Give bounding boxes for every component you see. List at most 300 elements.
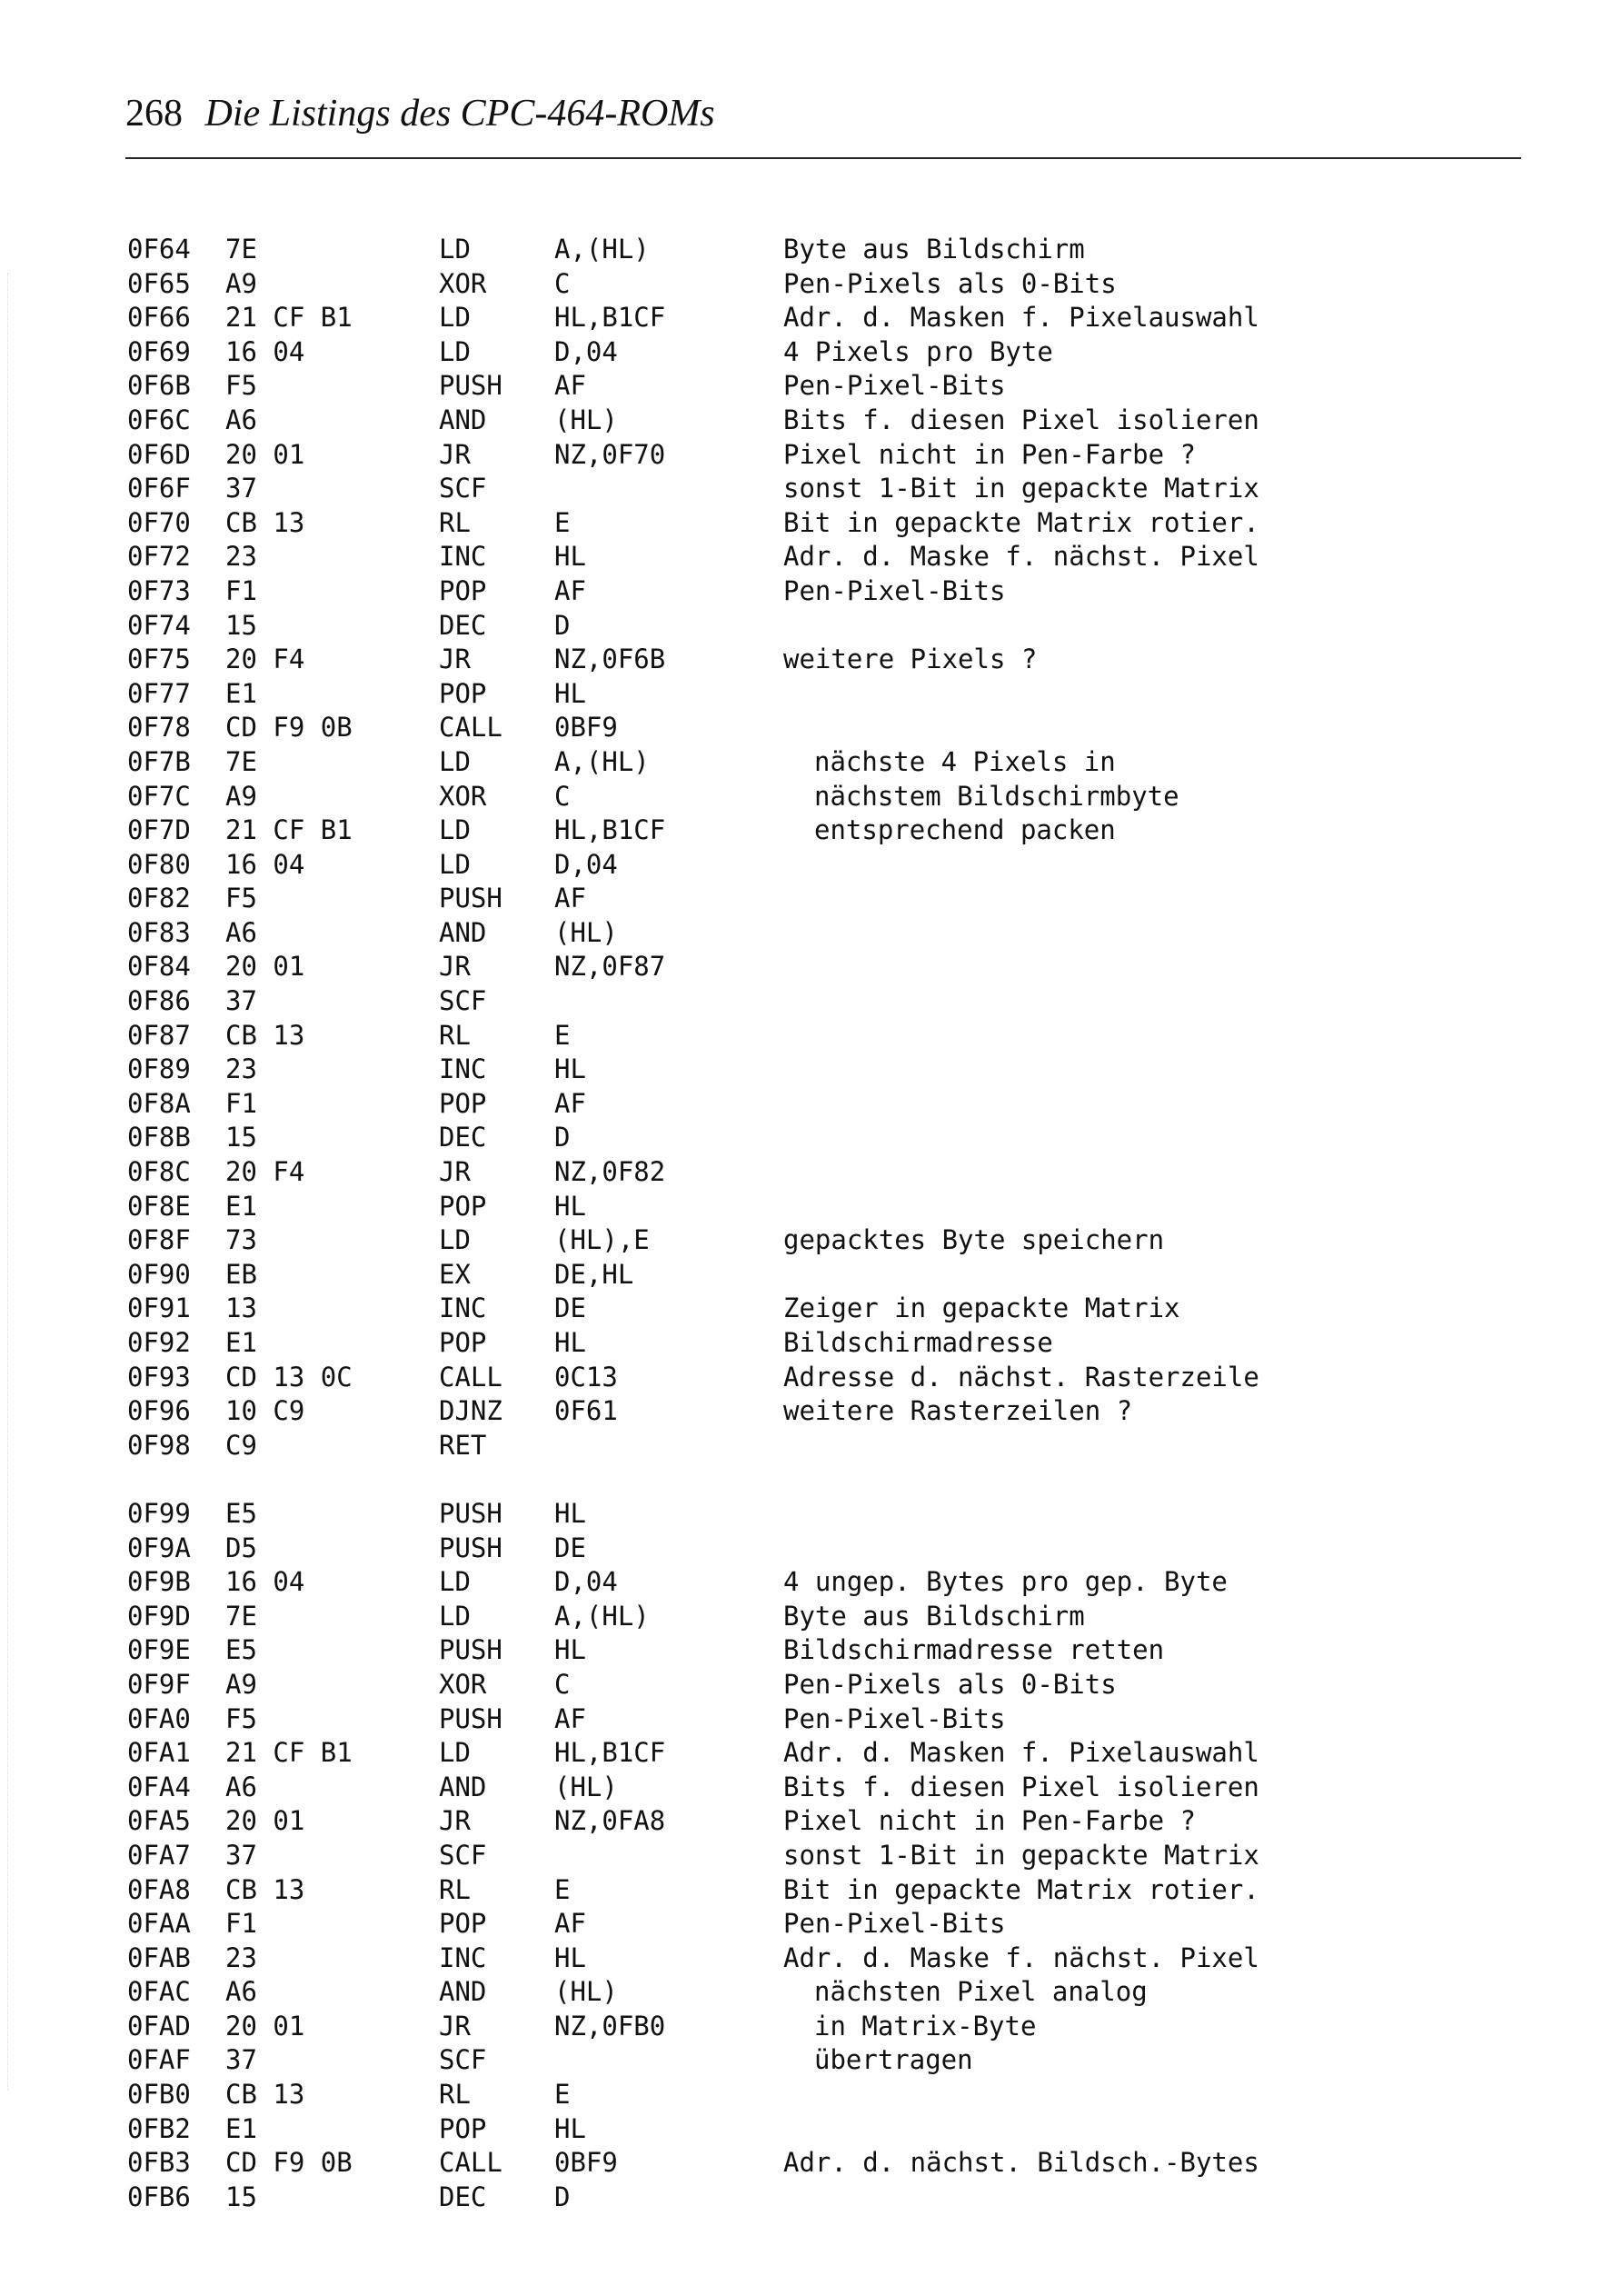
listing-address: 0FB3 [127, 2147, 191, 2179]
listing-opcode-bytes: 20 01 [225, 951, 305, 983]
listing-address: 0FA5 [127, 1805, 191, 1837]
listing-opcode-bytes: E1 [225, 1327, 257, 1358]
listing-mnemonic: SCF [439, 1839, 487, 1871]
listing-operand: A,(HL) [554, 745, 650, 777]
listing-row [0, 1019, 1612, 1053]
listing-operand: NZ,0F6B [554, 644, 666, 675]
listing-operand: A,(HL) [554, 1600, 650, 1632]
listing-opcode-bytes: 15 [225, 2181, 257, 2212]
listing-address: 0F6D [127, 438, 191, 470]
listing-comment: Pen-Pixel-Bits [783, 1702, 1006, 1734]
listing-address: 0FB0 [127, 2079, 191, 2111]
listing-address: 0F8B [127, 1122, 191, 1153]
listing-address: 0FA4 [127, 1771, 191, 1802]
listing-address: 0F9E [127, 1634, 191, 1666]
listing-operand: HL [554, 1634, 586, 1666]
listing-opcode-bytes: 20 01 [225, 438, 305, 470]
listing-operand: (HL) [554, 916, 618, 948]
listing-operand: D [554, 2181, 571, 2212]
listing-address: 0F89 [127, 1053, 191, 1085]
header-divider [125, 157, 1521, 159]
listing-operand: (HL) [554, 1771, 618, 1802]
listing-row [0, 1223, 1612, 1258]
listing-comment: Zeiger in gepackte Matrix [783, 1293, 1180, 1324]
listing-operand: A,(HL) [554, 234, 650, 265]
listing-address: 0F84 [127, 951, 191, 983]
listing-operand: AF [554, 883, 586, 914]
listing-mnemonic: DEC [439, 1122, 487, 1153]
listing-mnemonic: RL [439, 506, 471, 538]
listing-row [0, 1804, 1612, 1839]
listing-operand: HL,B1CF [554, 1737, 666, 1769]
listing-comment: Adr. d. Masken f. Pixelauswahl [783, 302, 1259, 334]
listing-opcode-bytes: 23 [225, 541, 257, 573]
listing-opcode-bytes: CD 13 0C [225, 1361, 353, 1393]
listing-mnemonic: RL [439, 1019, 471, 1051]
listing-operand: E [554, 2079, 571, 2111]
listing-mnemonic: POP [439, 574, 487, 606]
listing-opcode-bytes: 7E [225, 1600, 257, 1632]
listing-opcode-bytes: CB 13 [225, 1019, 305, 1051]
listing-row [0, 848, 1612, 883]
listing-opcode-bytes: 37 [225, 1839, 257, 1871]
listing-mnemonic: LD [439, 1600, 471, 1632]
listing-address: 0F66 [127, 302, 191, 334]
page-header [125, 91, 715, 136]
listing-address: 0F74 [127, 609, 191, 641]
listing-mnemonic: LD [439, 335, 471, 367]
listing-address: 0F98 [127, 1429, 191, 1461]
listing-comment: in Matrix-Byte [814, 2010, 1037, 2041]
listing-opcode-bytes: 23 [225, 1053, 257, 1085]
listing-opcode-bytes: 20 F4 [225, 644, 305, 675]
listing-address: 0FAF [127, 2044, 191, 2076]
listing-row [0, 574, 1612, 609]
listing-opcode-bytes: A6 [225, 404, 257, 435]
listing-operand: DE [554, 1532, 586, 1563]
listing-operand: HL [554, 2112, 586, 2144]
listing-address: 0F92 [127, 1327, 191, 1358]
listing-comment: Pen-Pixels als 0-Bits [783, 267, 1117, 299]
listing-comment: 4 Pixels pro Byte [783, 335, 1053, 367]
listing-comment: Pen-Pixel-Bits [783, 370, 1006, 402]
listing-address: 0FA1 [127, 1737, 191, 1769]
listing-row [0, 1394, 1612, 1429]
listing-mnemonic: POP [439, 1087, 487, 1119]
listing-mnemonic: LD [439, 814, 471, 846]
listing-row [0, 1190, 1612, 1224]
listing-mnemonic: SCF [439, 2044, 487, 2076]
listing-row [0, 472, 1612, 506]
listing-blank-line [0, 1462, 1612, 1497]
listing-address: 0F87 [127, 1019, 191, 1051]
listing-address: 0FAD [127, 2010, 191, 2041]
listing-mnemonic: POP [439, 1327, 487, 1358]
listing-row [0, 1053, 1612, 1087]
listing-mnemonic: SCF [439, 985, 487, 1017]
listing-comment: nächsten Pixel analog [814, 1976, 1148, 2008]
listing-row [0, 745, 1612, 780]
listing-row [0, 1702, 1612, 1737]
listing-address: 0F8F [127, 1224, 191, 1256]
listing-row [0, 1532, 1612, 1566]
listing-mnemonic: AND [439, 916, 487, 948]
listing-address: 0F96 [127, 1395, 191, 1427]
listing-row [0, 540, 1612, 574]
listing-row [0, 2043, 1612, 2078]
listing-operand: NZ,0F82 [554, 1156, 666, 1188]
listing-opcode-bytes: 13 [225, 1293, 257, 1324]
listing-address: 0F7B [127, 745, 191, 777]
listing-comment: Pen-Pixel-Bits [783, 1908, 1006, 1940]
listing-address: 0FB6 [127, 2181, 191, 2212]
listing-operand: D [554, 1122, 571, 1153]
listing-opcode-bytes: 20 F4 [225, 1156, 305, 1188]
listing-operand: AF [554, 1702, 586, 1734]
listing-address: 0F65 [127, 267, 191, 299]
listing-opcode-bytes: CB 13 [225, 506, 305, 538]
listing-mnemonic: PUSH [439, 883, 503, 914]
listing-address: 0FAC [127, 1976, 191, 2008]
listing-row [0, 1771, 1612, 1805]
listing-address: 0F8A [127, 1087, 191, 1119]
listing-opcode-bytes: A9 [225, 1668, 257, 1700]
listing-row [0, 1087, 1612, 1122]
listing-row [0, 1429, 1612, 1463]
listing-comment: Adr. d. Masken f. Pixelauswahl [783, 1737, 1259, 1769]
listing-operand: D [554, 609, 571, 641]
listing-operand: NZ,0FB0 [554, 2010, 666, 2041]
listing-row [0, 1155, 1612, 1190]
listing-opcode-bytes: 21 CF B1 [225, 1737, 353, 1769]
listing-row [0, 506, 1612, 541]
listing-mnemonic: PUSH [439, 1634, 503, 1666]
listing-opcode-bytes: 20 01 [225, 2010, 305, 2041]
listing-operand: HL [554, 1053, 586, 1085]
listing-comment: Bit in gepackte Matrix rotier. [783, 1873, 1259, 1905]
listing-comment: Pixel nicht in Pen-Farbe ? [783, 1805, 1196, 1837]
listing-opcode-bytes: F5 [225, 1702, 257, 1734]
listing-opcode-bytes: CB 13 [225, 1873, 305, 1905]
listing-opcode-bytes: 73 [225, 1224, 257, 1256]
listing-mnemonic: RL [439, 2079, 471, 2111]
listing-address: 0F9A [127, 1532, 191, 1563]
listing-mnemonic: PUSH [439, 370, 503, 402]
listing-row [0, 609, 1612, 644]
listing-address: 0FA7 [127, 1839, 191, 1871]
listing-mnemonic: LD [439, 234, 471, 265]
listing-address: 0F91 [127, 1293, 191, 1324]
listing-mnemonic: PUSH [439, 1497, 503, 1529]
listing-comment: weitere Pixels ? [783, 644, 1038, 675]
listing-opcode-bytes: E1 [225, 2112, 257, 2144]
listing-operand: AF [554, 1908, 586, 1940]
listing-operand: DE,HL [554, 1258, 634, 1290]
listing-comment: Bildschirmadresse [783, 1327, 1053, 1358]
listing-row [0, 643, 1612, 677]
listing-mnemonic: JR [439, 644, 471, 675]
listing-row [0, 369, 1612, 404]
listing-mnemonic: XOR [439, 1668, 487, 1700]
listing-opcode-bytes: F5 [225, 370, 257, 402]
listing-address: 0F77 [127, 677, 191, 709]
listing-row [0, 1736, 1612, 1771]
listing-operand: HL [554, 1190, 586, 1222]
listing-mnemonic: POP [439, 677, 487, 709]
listing-address: 0F8E [127, 1190, 191, 1222]
listing-row [0, 1326, 1612, 1361]
listing-opcode-bytes: 20 01 [225, 1805, 305, 1837]
listing-address: 0F90 [127, 1258, 191, 1290]
listing-operand: AF [554, 370, 586, 402]
listing-mnemonic: INC [439, 1293, 487, 1324]
listing-opcode-bytes: F5 [225, 883, 257, 914]
listing-operand: E [554, 1873, 571, 1905]
listing-comment: Pixel nicht in Pen-Farbe ? [783, 438, 1196, 470]
listing-comment: übertragen [814, 2044, 973, 2076]
listing-comment: weitere Rasterzeilen ? [783, 1395, 1133, 1427]
listing-operand: 0BF9 [554, 712, 618, 744]
page-title: Die Listings des CPC-464-ROMs [204, 93, 715, 135]
listing-opcode-bytes: 21 CF B1 [225, 302, 353, 334]
listing-row [0, 1497, 1612, 1532]
listing-operand: DE [554, 1293, 586, 1324]
listing-comment: nächste 4 Pixels in [814, 745, 1116, 777]
listing-mnemonic: DEC [439, 609, 487, 641]
listing-mnemonic: LD [439, 1566, 471, 1598]
listing-opcode-bytes: A6 [225, 1771, 257, 1802]
listing-row [0, 2181, 1612, 2215]
listing-operand: AF [554, 574, 586, 606]
listing-opcode-bytes: E5 [225, 1634, 257, 1666]
listing-mnemonic: INC [439, 1942, 487, 1973]
listing-address: 0F8C [127, 1156, 191, 1188]
listing-operand: HL [554, 677, 586, 709]
listing-address: 0F72 [127, 541, 191, 573]
listing-opcode-bytes: A9 [225, 267, 257, 299]
listing-operand: NZ,0F87 [554, 951, 666, 983]
listing-address: 0F64 [127, 234, 191, 265]
listing-row [0, 1873, 1612, 1908]
listing-row [0, 1633, 1612, 1668]
listing-row [0, 1839, 1612, 1873]
listing-opcode-bytes: CD F9 0B [225, 2147, 353, 2179]
listing-opcode-bytes: F1 [225, 1908, 257, 1940]
listing-address: 0F7C [127, 780, 191, 812]
listing-mnemonic: LD [439, 302, 471, 334]
listing-opcode-bytes: A9 [225, 780, 257, 812]
listing-opcode-bytes: F1 [225, 574, 257, 606]
listing-row [0, 1361, 1612, 1395]
listing-row [0, 1668, 1612, 1702]
assembly-listing [0, 233, 1612, 2214]
listing-row [0, 1942, 1612, 1976]
listing-mnemonic: PUSH [439, 1702, 503, 1734]
listing-mnemonic: LD [439, 745, 471, 777]
listing-mnemonic: DJNZ [439, 1395, 503, 1427]
listing-opcode-bytes: 37 [225, 985, 257, 1017]
listing-opcode-bytes: CD F9 0B [225, 712, 353, 744]
listing-operand: (HL),E [554, 1224, 650, 1256]
listing-comment: Adr. d. nächst. Bildsch.-Bytes [783, 2147, 1259, 2179]
listing-comment: Pen-Pixels als 0-Bits [783, 1668, 1117, 1700]
listing-opcode-bytes: A6 [225, 916, 257, 948]
listing-comment: Byte aus Bildschirm [783, 234, 1085, 265]
listing-row [0, 1975, 1612, 2010]
listing-operand: C [554, 267, 571, 299]
listing-mnemonic: XOR [439, 267, 487, 299]
listing-mnemonic: JR [439, 1156, 471, 1188]
listing-opcode-bytes: 15 [225, 609, 257, 641]
listing-operand: D,04 [554, 848, 618, 880]
listing-address: 0F7D [127, 814, 191, 846]
listing-address: 0F80 [127, 848, 191, 880]
listing-row [0, 1121, 1612, 1155]
listing-mnemonic: CALL [439, 2147, 503, 2179]
listing-row [0, 677, 1612, 712]
listing-operand: NZ,0F70 [554, 438, 666, 470]
listing-opcode-bytes: E1 [225, 677, 257, 709]
listing-opcode-bytes: EB [225, 1258, 257, 1290]
listing-opcode-bytes: 16 04 [225, 335, 305, 367]
listing-operand: 0F61 [554, 1395, 618, 1427]
listing-opcode-bytes: 7E [225, 745, 257, 777]
listing-row [0, 1565, 1612, 1600]
listing-opcode-bytes: 37 [225, 2044, 257, 2076]
listing-address: 0F93 [127, 1361, 191, 1393]
listing-opcode-bytes: 15 [225, 1122, 257, 1153]
listing-opcode-bytes: D5 [225, 1532, 257, 1563]
listing-address: 0F6F [127, 473, 191, 504]
listing-operand: NZ,0FA8 [554, 1805, 666, 1837]
listing-mnemonic: CALL [439, 1361, 503, 1393]
listing-mnemonic: LD [439, 1224, 471, 1256]
listing-comment: nächstem Bildschirmbyte [814, 780, 1179, 812]
listing-row [0, 301, 1612, 335]
listing-mnemonic: AND [439, 1771, 487, 1802]
listing-address: 0F9B [127, 1566, 191, 1598]
listing-mnemonic: JR [439, 951, 471, 983]
listing-row [0, 2112, 1612, 2147]
listing-comment: sonst 1-Bit in gepackte Matrix [783, 1839, 1259, 1871]
listing-comment: Adresse d. nächst. Rasterzeile [783, 1361, 1259, 1393]
listing-row [0, 2146, 1612, 2181]
listing-row [0, 780, 1612, 814]
listing-opcode-bytes: E5 [225, 1497, 257, 1529]
listing-address: 0FB2 [127, 2112, 191, 2144]
listing-mnemonic: INC [439, 1053, 487, 1085]
listing-comment: Bit in gepackte Matrix rotier. [783, 506, 1259, 538]
listing-mnemonic: POP [439, 2112, 487, 2144]
listing-row [0, 1907, 1612, 1942]
listing-comment: 4 ungep. Bytes pro gep. Byte [783, 1566, 1228, 1598]
listing-operand: HL [554, 1327, 586, 1358]
listing-opcode-bytes: 7E [225, 234, 257, 265]
listing-row [0, 1600, 1612, 1634]
listing-opcode-bytes: A6 [225, 1976, 257, 2008]
listing-row [0, 1258, 1612, 1293]
listing-comment: gepacktes Byte speichern [783, 1224, 1165, 1256]
listing-mnemonic: SCF [439, 473, 487, 504]
listing-row [0, 2010, 1612, 2044]
listing-row [0, 1292, 1612, 1326]
listing-comment: Adr. d. Maske f. nächst. Pixel [783, 1942, 1259, 1973]
listing-opcode-bytes: 16 04 [225, 1566, 305, 1598]
listing-operand: HL [554, 1497, 586, 1529]
listing-operand: E [554, 506, 571, 538]
listing-comment: entsprechend packen [814, 814, 1116, 846]
listing-mnemonic: LD [439, 848, 471, 880]
listing-mnemonic: JR [439, 438, 471, 470]
listing-row [0, 711, 1612, 745]
listing-operand: HL,B1CF [554, 302, 666, 334]
listing-comment: Byte aus Bildschirm [783, 1600, 1085, 1632]
listing-comment: Bildschirmadresse retten [783, 1634, 1165, 1666]
listing-row [0, 916, 1612, 951]
listing-row [0, 814, 1612, 848]
listing-operand: HL [554, 541, 586, 573]
listing-mnemonic: JR [439, 1805, 471, 1837]
listing-operand: (HL) [554, 404, 618, 435]
listing-opcode-bytes: F1 [225, 1087, 257, 1119]
listing-row [0, 950, 1612, 984]
listing-address: 0F9D [127, 1600, 191, 1632]
listing-address: 0F6B [127, 370, 191, 402]
listing-opcode-bytes: E1 [225, 1190, 257, 1222]
listing-row [0, 2078, 1612, 2112]
listing-mnemonic: LD [439, 1737, 471, 1769]
listing-opcode-bytes: C9 [225, 1429, 257, 1461]
listing-row [0, 233, 1612, 267]
listing-address: 0F6C [127, 404, 191, 435]
listing-operand: D,04 [554, 335, 618, 367]
listing-comment: Bits f. diesen Pixel isolieren [783, 1771, 1259, 1802]
listing-comment: Bits f. diesen Pixel isolieren [783, 404, 1259, 435]
listing-address: 0FA0 [127, 1702, 191, 1734]
listing-address: 0F75 [127, 644, 191, 675]
listing-address: 0F83 [127, 916, 191, 948]
listing-operand: AF [554, 1087, 586, 1119]
listing-address: 0FAB [127, 1942, 191, 1973]
listing-opcode-bytes: CB 13 [225, 2079, 305, 2111]
listing-mnemonic: INC [439, 541, 487, 573]
listing-operand: E [554, 1019, 571, 1051]
listing-opcode-bytes: 37 [225, 473, 257, 504]
listing-row [0, 438, 1612, 473]
listing-mnemonic: CALL [439, 712, 503, 744]
listing-opcode-bytes: 21 CF B1 [225, 814, 353, 846]
listing-mnemonic: JR [439, 2010, 471, 2041]
listing-opcode-bytes: 10 C9 [225, 1395, 305, 1427]
listing-operand: C [554, 1668, 571, 1700]
listing-mnemonic: XOR [439, 780, 487, 812]
listing-mnemonic: AND [439, 404, 487, 435]
listing-address: 0F9F [127, 1668, 191, 1700]
listing-operand: 0C13 [554, 1361, 618, 1393]
listing-comment: Pen-Pixel-Bits [783, 574, 1006, 606]
listing-address: 0FAA [127, 1908, 191, 1940]
listing-opcode-bytes: 16 04 [225, 848, 305, 880]
listing-address: 0F69 [127, 335, 191, 367]
listing-mnemonic: POP [439, 1908, 487, 1940]
listing-mnemonic: RL [439, 1873, 471, 1905]
listing-mnemonic: RET [439, 1429, 487, 1461]
listing-operand: (HL) [554, 1976, 618, 2008]
listing-address: 0F70 [127, 506, 191, 538]
listing-mnemonic: EX [439, 1258, 471, 1290]
listing-address: 0F73 [127, 574, 191, 606]
page-number: 268 [125, 93, 183, 135]
